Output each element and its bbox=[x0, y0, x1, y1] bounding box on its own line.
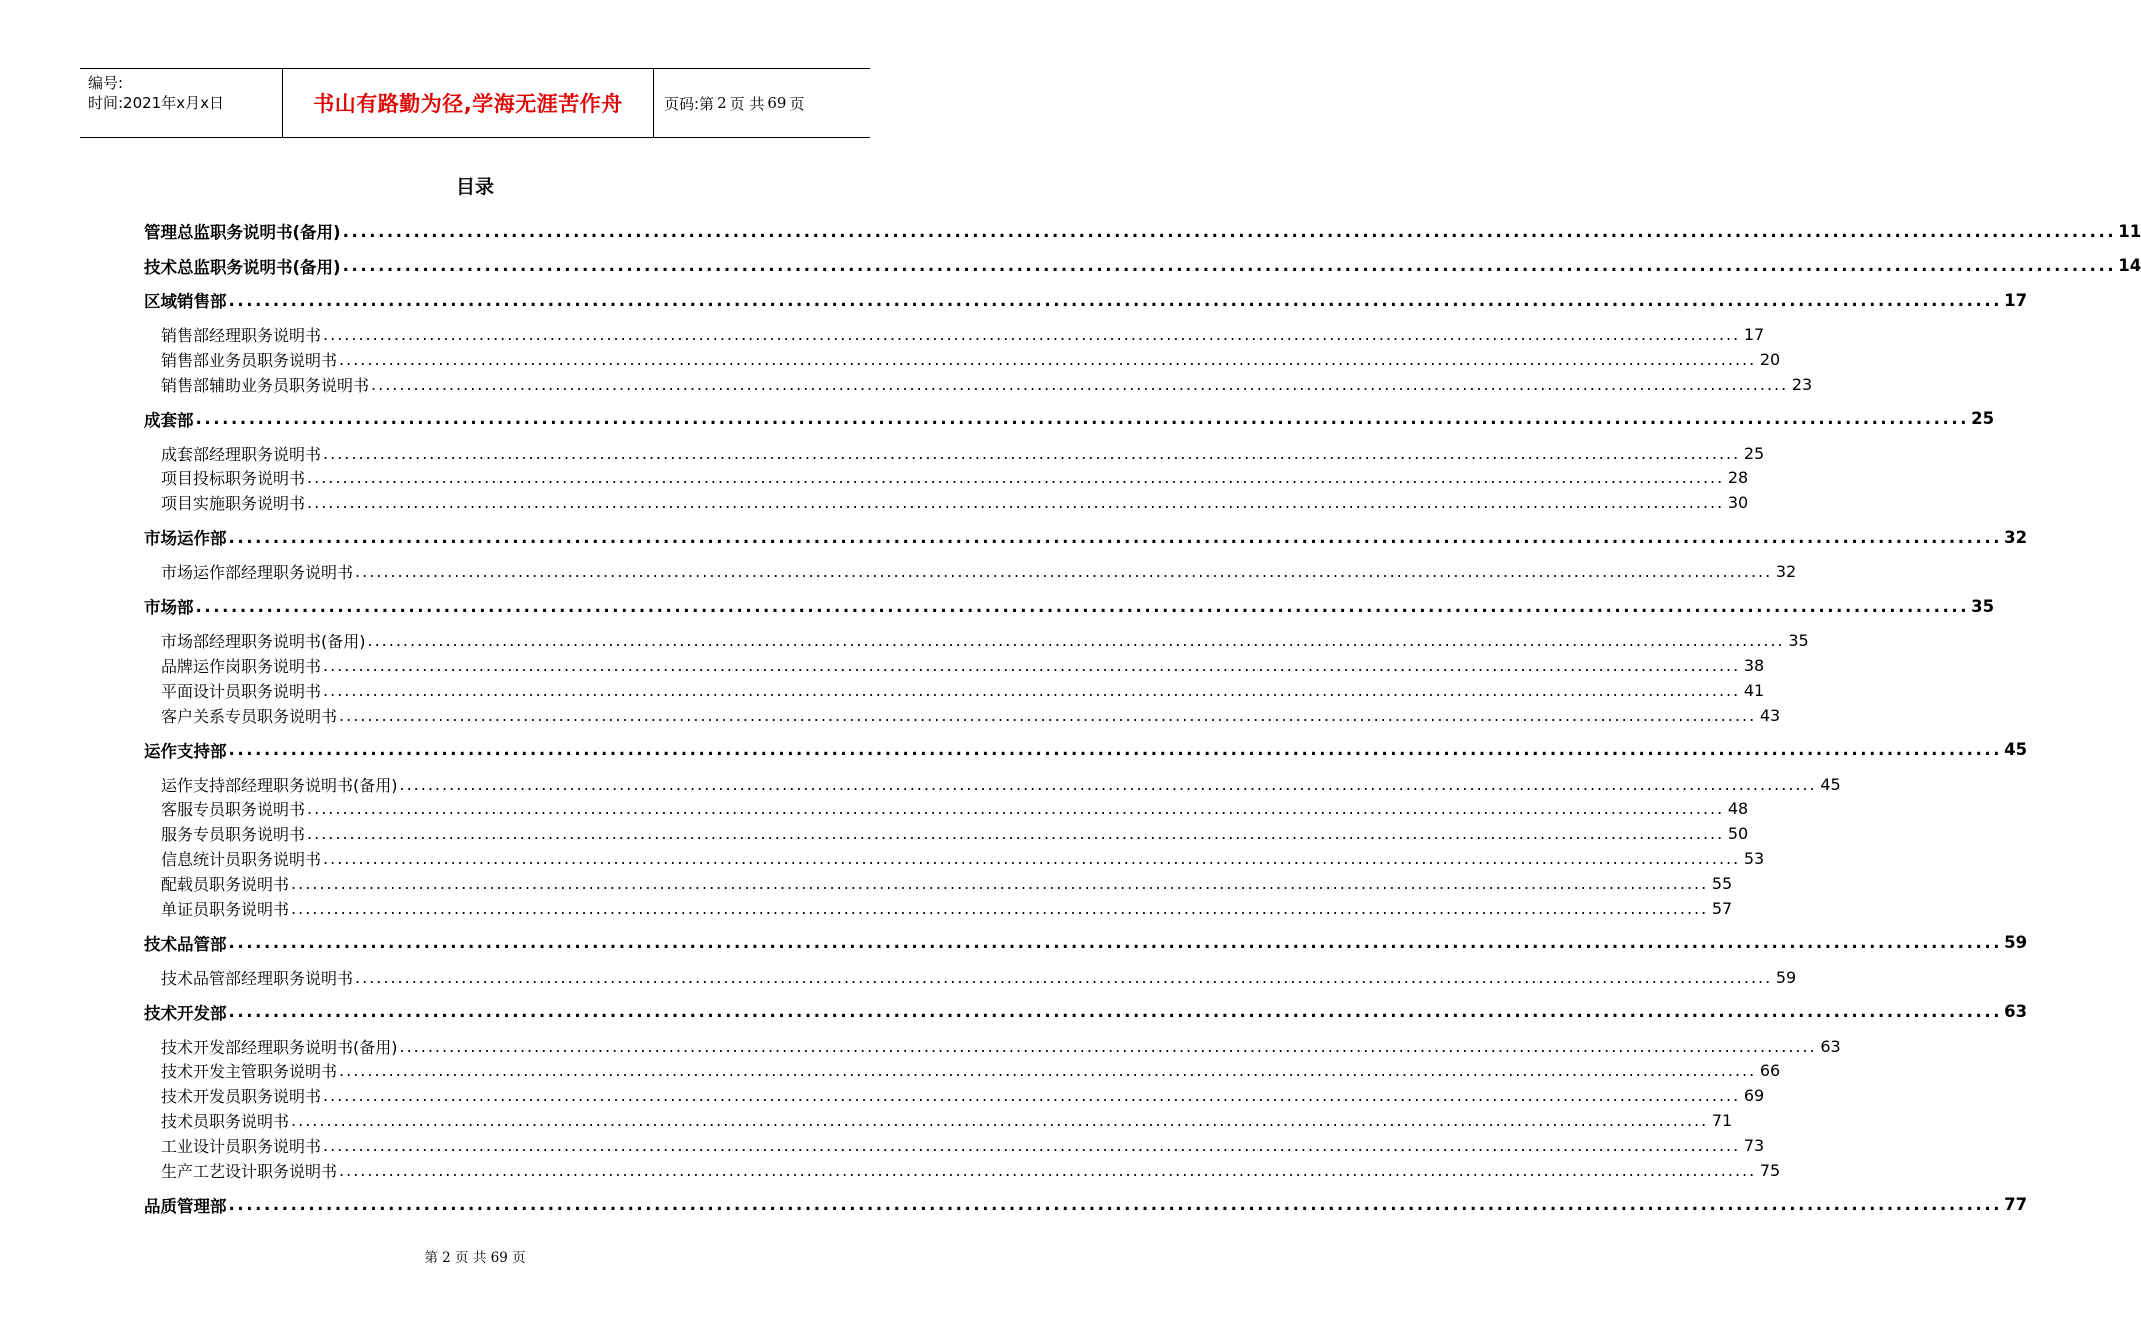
toc-entry-label: 运作支持部 bbox=[144, 741, 227, 761]
toc-entry-label: 品牌运作岗职务说明书 bbox=[161, 657, 322, 676]
toc-entry[interactable] bbox=[161, 772, 1841, 796]
toc-entry-label: 运作支持部经理职务说明书(备用) bbox=[161, 775, 398, 795]
toc-entry-page: 59 bbox=[2004, 933, 2028, 953]
toc-entry[interactable] bbox=[161, 466, 1749, 490]
toc-dot-leader: ........................................................................................................................................................................................................ bbox=[342, 256, 2117, 275]
toc-dot-leader: ........................................................................................................................................................................................................ bbox=[195, 596, 1970, 616]
toc-dot-leader: ........................................................................................................................................................................................................ bbox=[228, 1002, 2003, 1022]
page-header bbox=[80, 68, 870, 138]
toc-entry-label: 单证员职务说明书 bbox=[161, 899, 290, 919]
toc-entry[interactable] bbox=[144, 219, 2141, 243]
toc-dot-leader: ........................................................................................................................................................................................................ bbox=[307, 799, 1725, 819]
page-current: 2 bbox=[717, 94, 727, 112]
toc-entry[interactable] bbox=[161, 871, 1733, 895]
toc-entry-page: 77 bbox=[2004, 1195, 2028, 1215]
toc-entry-page: 25 bbox=[1743, 443, 1765, 463]
toc-entry[interactable] bbox=[161, 797, 1749, 821]
toc-entry[interactable] bbox=[144, 288, 2028, 312]
toc-dot-leader: ........................................................................................................................................................................................................ bbox=[323, 849, 1741, 868]
toc-entry-page: 71 bbox=[1711, 1111, 1733, 1130]
document-number-label: 编号: bbox=[88, 74, 124, 92]
toc-entry-label: 技术开发员职务说明书 bbox=[161, 1087, 322, 1107]
toc-entry[interactable] bbox=[161, 678, 1765, 702]
page-footer: 第 2 页 共 69 页 bbox=[424, 1250, 526, 1266]
toc-entry-label: 市场运作部 bbox=[144, 529, 227, 549]
toc-dot-leader: ........................................................................................................................................................................................................ bbox=[291, 873, 1709, 893]
toc-entry[interactable] bbox=[161, 847, 1765, 871]
toc-entry-page: 20 bbox=[1759, 349, 1781, 369]
toc-dot-leader: ........................................................................................................................................................................................................ bbox=[355, 967, 1773, 987]
toc-entry[interactable] bbox=[161, 1158, 1781, 1182]
toc-entry-page: 14 bbox=[2118, 256, 2141, 275]
toc-entry-page: 63 bbox=[2004, 1002, 2028, 1022]
toc-dot-leader: ........................................................................................................................................................................................................ bbox=[371, 374, 1789, 394]
toc-dot-leader: ........................................................................................................................................................................................................ bbox=[323, 1086, 1741, 1106]
toc-entry-page: 17 bbox=[1743, 325, 1765, 344]
page-mid: 页 共 bbox=[729, 94, 765, 113]
toc-dot-leader: ........................................................................................................................................................................................................ bbox=[339, 1160, 1757, 1180]
toc-dot-leader: ........................................................................................................................................................................................................ bbox=[228, 527, 2003, 547]
toc-entry-label: 市场部 bbox=[144, 598, 194, 618]
toc-entry-label: 客户关系专员职务说明书 bbox=[161, 706, 338, 726]
toc-dot-leader: ........................................................................................................................................................................................................ bbox=[323, 680, 1741, 700]
toc-entry[interactable] bbox=[161, 1034, 1841, 1058]
toc-entry[interactable] bbox=[161, 323, 1765, 347]
toc-entry[interactable] bbox=[161, 629, 1809, 653]
toc-entry[interactable] bbox=[144, 525, 2028, 549]
toc-entry-label: 成套部 bbox=[144, 410, 194, 430]
toc-entry-label: 项目实施职务说明书 bbox=[161, 494, 306, 514]
toc-entry-page: 45 bbox=[2004, 740, 2028, 760]
toc-entry-label: 销售部辅助业务员职务说明书 bbox=[161, 375, 370, 395]
toc-entry[interactable] bbox=[161, 372, 1813, 396]
toc-dot-leader: ........................................................................................................................................................................................................ bbox=[323, 443, 1741, 463]
toc-entry[interactable] bbox=[161, 896, 1733, 920]
toc-entry-page: 28 bbox=[1727, 468, 1749, 488]
toc-entry-label: 平面设计员职务说明书 bbox=[161, 681, 322, 701]
toc-entry-label: 管理总监职务说明书(备用) bbox=[144, 223, 341, 242]
toc-entry-page: 55 bbox=[1711, 873, 1733, 893]
toc-dot-leader: ........................................................................................................................................................................................................ bbox=[399, 774, 1817, 794]
toc-entry-label: 品质管理部 bbox=[144, 1196, 227, 1216]
toc-dot-leader: ........................................................................................................................................................................................................ bbox=[367, 631, 1785, 651]
toc-entry-page: 35 bbox=[1788, 631, 1809, 651]
toc-entry-page: 57 bbox=[1711, 898, 1733, 918]
toc-entry[interactable] bbox=[161, 1133, 1765, 1157]
toc-dot-leader: ........................................................................................................................................................................................................ bbox=[307, 468, 1725, 488]
toc-entry[interactable] bbox=[161, 441, 1765, 465]
toc-entry-page: 32 bbox=[2004, 527, 2028, 547]
page-total: 69 bbox=[767, 94, 787, 112]
toc-entry-label: 技术开发部经理职务说明书(备用) bbox=[161, 1037, 398, 1057]
toc-entry-label: 区域销售部 bbox=[144, 292, 227, 311]
toc-dot-leader: ........................................................................................................................................................................................................ bbox=[339, 1061, 1757, 1081]
toc-entry-label: 技术开发主管职务说明书 bbox=[161, 1062, 338, 1082]
toc-entry[interactable] bbox=[161, 822, 1749, 846]
toc-dot-leader: ........................................................................................................................................................................................................ bbox=[291, 898, 1709, 918]
toc-entry[interactable] bbox=[161, 965, 1797, 989]
toc-entry-label: 销售部业务员职务说明书 bbox=[161, 350, 338, 370]
toc-entry-page: 45 bbox=[1820, 774, 1841, 794]
toc-entry-label: 信息统计员职务说明书 bbox=[161, 850, 322, 869]
toc-entry[interactable] bbox=[144, 738, 2028, 762]
toc-entry-label: 工业设计员职务说明书 bbox=[161, 1136, 322, 1156]
toc-entry-label: 配载员职务说明书 bbox=[161, 874, 290, 894]
toc-entry-label: 成套部经理职务说明书 bbox=[161, 444, 322, 464]
toc-entry-page: 75 bbox=[1759, 1160, 1781, 1180]
toc-entry-label: 服务专员职务说明书 bbox=[161, 825, 306, 845]
toc-entry-page: 63 bbox=[1820, 1036, 1841, 1056]
toc-dot-leader: ........................................................................................................................................................................................................ bbox=[339, 349, 1757, 369]
toc-entry-label: 技术开发部 bbox=[144, 1003, 227, 1023]
toc-entry[interactable] bbox=[161, 347, 1781, 371]
toc-dot-leader: ........................................................................................................................................................................................................ bbox=[323, 325, 1741, 344]
toc-entry[interactable] bbox=[144, 1193, 2028, 1217]
toc-dot-leader: ........................................................................................................................................................................................................ bbox=[228, 740, 2003, 760]
toc-entry-page: 48 bbox=[1727, 799, 1749, 819]
toc-entry-page: 43 bbox=[1759, 705, 1781, 725]
toc-dot-leader: ........................................................................................................................................................................................................ bbox=[323, 1135, 1741, 1155]
document-time-label: 时间:2021年x月x日 bbox=[88, 94, 224, 112]
toc-dot-leader: ........................................................................................................................................................................................................ bbox=[291, 1111, 1709, 1130]
toc-entry-page: 66 bbox=[1759, 1061, 1781, 1081]
toc-entry-page: 38 bbox=[1743, 656, 1765, 675]
toc-entry-page: 73 bbox=[1743, 1135, 1765, 1155]
toc-entry-page: 30 bbox=[1727, 493, 1749, 513]
toc-entry-page: 35 bbox=[1971, 596, 1995, 616]
toc-entry-label: 项目投标职务说明书 bbox=[161, 469, 306, 489]
toc-dot-leader: ........................................................................................................................................................................................................ bbox=[355, 562, 1773, 582]
toc-entry-page: 59 bbox=[1775, 967, 1797, 987]
toc-entry-label: 技术员职务说明书 bbox=[161, 1112, 290, 1131]
toc-entry-label: 销售部经理职务说明书 bbox=[161, 326, 322, 345]
toc-entry-page: 41 bbox=[1743, 680, 1765, 700]
toc-entry-page: 50 bbox=[1727, 824, 1749, 844]
toc-entry-label: 客服专员职务说明书 bbox=[161, 800, 306, 820]
toc-entry-page: 32 bbox=[1775, 562, 1797, 582]
toc-entry[interactable] bbox=[161, 654, 1765, 678]
toc-entry[interactable] bbox=[161, 703, 1781, 727]
toc-entry-page: 17 bbox=[2004, 290, 2028, 310]
toc-entry[interactable] bbox=[144, 1000, 2028, 1024]
toc-entry-label: 生产工艺设计职务说明书 bbox=[161, 1161, 338, 1181]
toc-entry-page: 11 bbox=[2118, 221, 2141, 241]
toc-dot-leader: ........................................................................................................................................................................................................ bbox=[228, 290, 2003, 310]
page-prefix: 页码:第 bbox=[664, 94, 715, 113]
toc-entry[interactable] bbox=[161, 1059, 1781, 1083]
toc-title: 目录 bbox=[455, 176, 494, 198]
toc-dot-leader: ........................................................................................................................................................................................................ bbox=[339, 705, 1757, 725]
toc-entry[interactable] bbox=[144, 931, 2028, 955]
toc-entry[interactable] bbox=[144, 254, 2141, 278]
toc-dot-leader: ........................................................................................................................................................................................................ bbox=[399, 1036, 1817, 1056]
toc-dot-leader: ........................................................................................................................................................................................................ bbox=[342, 221, 2117, 241]
toc-dot-leader: ........................................................................................................................................................................................................ bbox=[228, 933, 2003, 953]
toc-entry[interactable] bbox=[161, 560, 1797, 584]
toc-entry[interactable] bbox=[161, 491, 1749, 515]
header-motto: 书山有路勤为径,学海无涯苦作舟 bbox=[282, 69, 654, 137]
toc-dot-leader: ........................................................................................................................................................................................................ bbox=[195, 409, 1970, 429]
toc-entry[interactable] bbox=[161, 1109, 1733, 1133]
toc-entry-page: 23 bbox=[1791, 374, 1813, 394]
toc-entry-label: 市场运作部经理职务说明书 bbox=[161, 563, 354, 583]
page-suffix: 页 bbox=[789, 94, 805, 113]
toc-dot-leader: ........................................................................................................................................................................................................ bbox=[307, 824, 1725, 844]
toc-entry-label: 市场部经理职务说明书(备用) bbox=[161, 632, 366, 652]
toc-entry-page: 53 bbox=[1743, 849, 1765, 868]
toc-entry[interactable] bbox=[144, 594, 1995, 618]
toc-entry[interactable] bbox=[144, 407, 1995, 431]
toc-entry[interactable] bbox=[161, 1084, 1765, 1108]
header-meta bbox=[80, 69, 282, 137]
toc-entry-label: 技术品管部 bbox=[144, 934, 227, 954]
toc-dot-leader: ........................................................................................................................................................................................................ bbox=[307, 493, 1725, 513]
toc-dot-leader: ........................................................................................................................................................................................................ bbox=[228, 1195, 2003, 1215]
toc-entry-page: 25 bbox=[1971, 409, 1995, 429]
header-page-info bbox=[654, 69, 870, 137]
toc-dot-leader: ........................................................................................................................................................................................................ bbox=[323, 656, 1741, 675]
toc-entry-label: 技术总监职务说明书(备用) bbox=[144, 257, 341, 277]
toc-entry-label: 技术品管部经理职务说明书 bbox=[161, 968, 354, 988]
toc-entry-page: 69 bbox=[1743, 1086, 1765, 1106]
